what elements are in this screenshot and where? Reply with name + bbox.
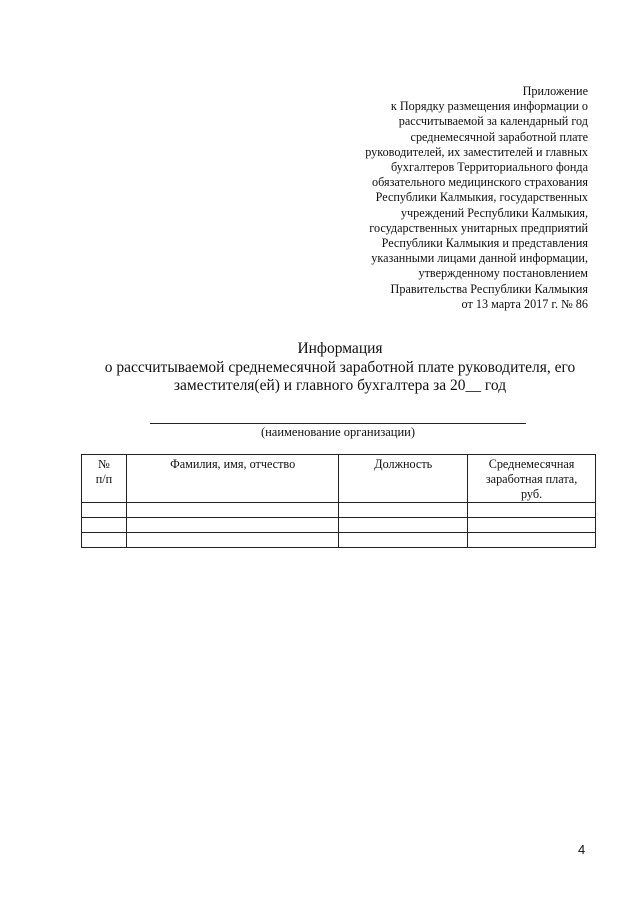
- header-text: руб.: [521, 487, 543, 501]
- header-text: Должность: [374, 457, 433, 471]
- appendix-line: учреждений Республики Калмыкия,: [400, 205, 588, 220]
- appendix-line: Республики Калмыкия, государственных: [375, 190, 588, 205]
- table-cell: [126, 518, 338, 533]
- document-title: [60, 340, 620, 396]
- header-text: №: [98, 457, 110, 471]
- header-number: [82, 455, 127, 503]
- table-cell: [339, 503, 468, 518]
- table-cell: [82, 518, 127, 533]
- appendix-line: Республики Калмыкия и представления: [381, 236, 588, 251]
- title-line: заместителя(ей) и главного бухгалтера за 20__ год: [173, 377, 507, 394]
- appendix-line: рассчитываемой за календарный год: [398, 114, 588, 129]
- appendix-line: среднемесячной заработной плате: [410, 129, 588, 144]
- table-cell: [339, 518, 468, 533]
- table-row: [82, 503, 596, 518]
- title-heading: Информация: [297, 340, 383, 357]
- appendix-line: руководителей, их заместителей и главных: [365, 144, 588, 159]
- appendix-line: бухгалтеров Территориального фонда: [391, 160, 588, 175]
- organization-caption: (наименование организации): [260, 425, 416, 439]
- table-cell: [82, 533, 127, 548]
- header-text: Фамилия, имя, отчество: [170, 457, 296, 471]
- title-line: о рассчитываемой среднемесячной заработной плате руководителя, его: [104, 358, 576, 376]
- page-number: 4: [578, 842, 586, 857]
- appendix-line: к Порядку размещения информации о: [390, 99, 588, 114]
- table-cell: [468, 518, 596, 533]
- appendix-line: утвержденному постановлением: [418, 266, 588, 281]
- table-cell: [468, 533, 596, 548]
- table-cell: [126, 533, 338, 548]
- appendix-line: Приложение: [522, 84, 588, 98]
- table-cell: [126, 503, 338, 518]
- table-header-row: [82, 455, 596, 503]
- header-salary: [468, 455, 596, 503]
- organization-underline: [150, 423, 526, 424]
- table-row: [82, 533, 596, 548]
- header-text: п/п: [95, 472, 113, 486]
- appendix-line: Правительства Республики Калмыкия: [390, 281, 588, 296]
- table-cell: [82, 503, 127, 518]
- appendix-line: указанными лицами данной информации,: [371, 251, 588, 266]
- appendix-line: от 13 марта 2017 г. № 86: [461, 296, 588, 311]
- header-full-name: [126, 455, 338, 503]
- table-row: [82, 518, 596, 533]
- header-position: [339, 455, 468, 503]
- header-text: заработная плата,: [485, 472, 578, 486]
- appendix-line: обязательного медицинского страхования: [372, 175, 588, 190]
- table-cell: [339, 533, 468, 548]
- header-text: Среднемесячная: [488, 457, 575, 471]
- salary-table: [81, 454, 596, 548]
- table-cell: [468, 503, 596, 518]
- appendix-line: государственных унитарных предприятий: [369, 220, 588, 235]
- appendix-note: [288, 84, 588, 312]
